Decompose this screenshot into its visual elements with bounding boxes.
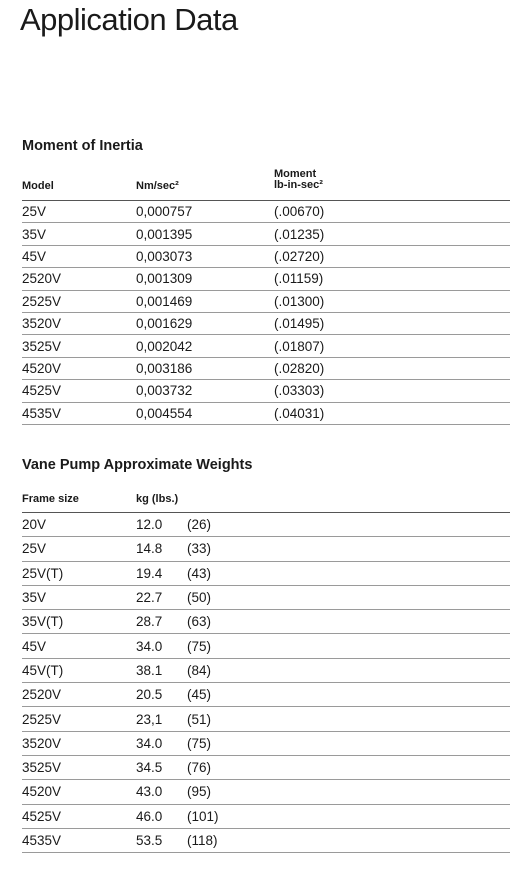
cell-frame: 45V — [22, 638, 47, 654]
cell-kg: 28.7 — [136, 614, 163, 630]
table-row — [22, 804, 510, 828]
cell-lbs: (63) — [187, 614, 212, 630]
cell-lb: (.01300) — [274, 293, 325, 309]
weights-table — [22, 512, 510, 853]
table-row — [22, 731, 510, 755]
weights-section-title: Vane Pump Approximate Weights — [22, 457, 253, 473]
cell-model: 2525V — [22, 293, 62, 309]
cell-lbs: (75) — [187, 735, 212, 751]
cell-model: 2520V — [22, 271, 62, 287]
table-row — [22, 707, 510, 731]
cell-lbs: (43) — [187, 565, 212, 581]
table-row — [22, 268, 510, 290]
cell-kg: 34.0 — [136, 638, 163, 654]
cell-frame: 4525V — [22, 808, 62, 824]
cell-lbs: (75) — [187, 638, 212, 654]
inertia-header-model: Model — [22, 180, 54, 192]
cell-nm: 0,001469 — [136, 293, 193, 309]
weights-header-frame: Frame size — [22, 493, 79, 505]
table-row — [22, 561, 510, 585]
cell-nm: 0,002042 — [136, 338, 193, 354]
table-row — [22, 380, 510, 402]
cell-lbs: (50) — [187, 590, 212, 606]
cell-lb: (.00670) — [274, 204, 325, 220]
cell-nm: 0,001629 — [136, 316, 193, 332]
cell-frame: 25V(T) — [22, 565, 64, 581]
cell-frame: 3520V — [22, 735, 62, 751]
cell-frame: 25V — [22, 541, 47, 557]
cell-frame: 45V(T) — [22, 662, 64, 678]
table-row — [22, 755, 510, 779]
inertia-header-moment-line2: lb-in-sec² — [274, 179, 323, 191]
cell-model: 4535V — [22, 405, 62, 421]
cell-kg: 20.5 — [136, 687, 163, 703]
cell-lbs: (101) — [187, 808, 219, 824]
cell-model: 3520V — [22, 316, 62, 332]
cell-model: 4520V — [22, 360, 62, 376]
cell-frame: 4535V — [22, 833, 62, 848]
cell-kg: 46.0 — [136, 808, 163, 824]
cell-kg: 23,1 — [136, 711, 163, 727]
cell-nm: 0,000757 — [136, 204, 193, 220]
cell-nm: 0,001309 — [136, 271, 193, 287]
cell-kg: 19.4 — [136, 565, 163, 581]
table-row — [22, 201, 510, 223]
table-row — [22, 537, 510, 561]
table-row — [22, 683, 510, 707]
cell-nm: 0,003186 — [136, 360, 193, 376]
inertia-header-moment — [274, 169, 323, 191]
cell-kg: 14.8 — [136, 541, 163, 557]
cell-kg: 38.1 — [136, 662, 163, 678]
cell-lb: (.01495) — [274, 316, 325, 332]
table-row — [22, 634, 510, 658]
cell-frame: 35V — [22, 590, 47, 606]
cell-nm: 0,001395 — [136, 226, 193, 242]
table-row — [22, 658, 510, 682]
cell-nm: 0,003073 — [136, 248, 193, 264]
cell-kg: 34.0 — [136, 735, 163, 751]
cell-lb: (.03303) — [274, 383, 325, 399]
inertia-header-nm: Nm/sec² — [136, 180, 179, 192]
cell-nm: 0,004554 — [136, 405, 193, 421]
cell-lb: (.01235) — [274, 226, 325, 242]
inertia-section-title: Moment of Inertia — [22, 138, 143, 154]
table-row — [22, 402, 510, 424]
table-row — [22, 245, 510, 267]
cell-lbs: (76) — [187, 760, 212, 776]
cell-model: 35V — [22, 226, 47, 242]
cell-lb: (.02820) — [274, 360, 325, 376]
table-row — [22, 290, 510, 312]
cell-frame: 3525V — [22, 760, 62, 776]
cell-kg: 53.5 — [136, 833, 163, 848]
page-title: Application Data — [20, 2, 238, 37]
cell-lb: (.01807) — [274, 338, 325, 354]
cell-kg: 34.5 — [136, 760, 163, 776]
table-row — [22, 223, 510, 245]
cell-lbs: (84) — [187, 662, 212, 678]
cell-lbs: (118) — [187, 833, 218, 848]
cell-lbs: (51) — [187, 711, 212, 727]
table-row — [22, 312, 510, 334]
cell-frame: 20V — [22, 517, 47, 533]
cell-frame: 4520V — [22, 784, 62, 800]
cell-lb: (.04031) — [274, 405, 325, 421]
cell-lb: (.02720) — [274, 248, 325, 264]
cell-model: 3525V — [22, 338, 62, 354]
cell-lbs: (45) — [187, 687, 212, 703]
cell-frame: 2520V — [22, 687, 62, 703]
cell-model: 4525V — [22, 383, 62, 399]
table-row — [22, 585, 510, 609]
inertia-table — [22, 200, 510, 425]
cell-model: 25V — [22, 204, 47, 220]
table-row — [22, 335, 510, 357]
cell-model: 45V — [22, 248, 47, 264]
table-row — [22, 513, 510, 537]
weights-header-kg: kg (lbs.) — [136, 493, 179, 505]
cell-kg: 43.0 — [136, 784, 163, 800]
table-row — [22, 610, 510, 634]
cell-lbs: (26) — [187, 517, 212, 533]
table-row — [22, 828, 510, 852]
cell-frame: 35V(T) — [22, 614, 64, 630]
cell-lb: (.01159) — [274, 271, 324, 287]
cell-frame: 2525V — [22, 711, 62, 727]
cell-lbs: (33) — [187, 541, 212, 557]
cell-nm: 0,003732 — [136, 383, 193, 399]
table-row — [22, 780, 510, 804]
table-row — [22, 357, 510, 379]
cell-kg: 12.0 — [136, 517, 163, 533]
cell-lbs: (95) — [187, 784, 212, 800]
cell-kg: 22.7 — [136, 590, 163, 606]
inertia-header-moment-line1: Moment — [274, 168, 317, 180]
